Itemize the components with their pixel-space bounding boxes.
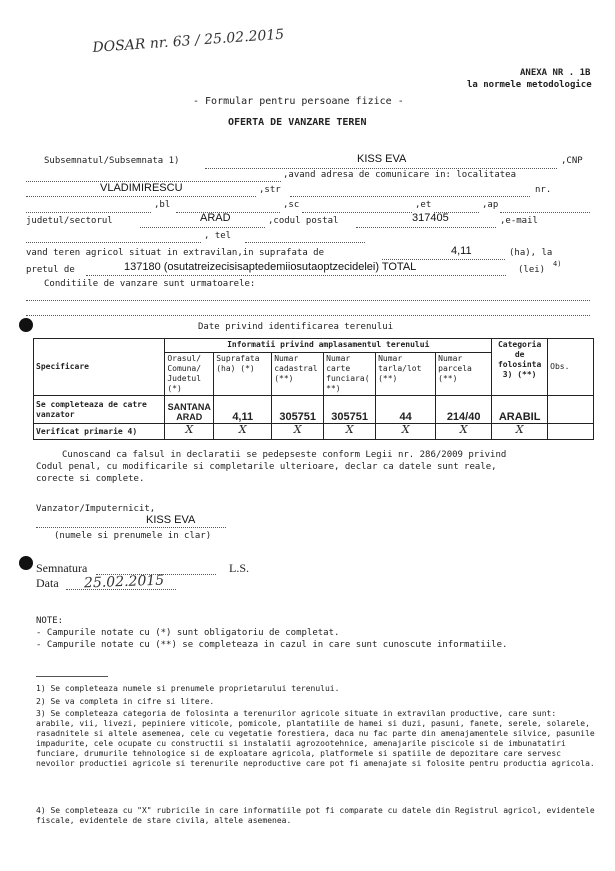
email-label: ,e-mail bbox=[500, 216, 538, 226]
nr-label: nr. bbox=[535, 185, 552, 195]
declaration-line-2: Codul penal, cu modificarile si completarile ulterioare, declar ca datele sunt reale, bbox=[36, 462, 497, 472]
ls-label: L.S. bbox=[229, 561, 250, 575]
mark-obs bbox=[548, 424, 594, 440]
row-label-verificat: Verificat primarie 4) bbox=[34, 424, 165, 440]
ap-dotted-line bbox=[500, 212, 590, 213]
table-caption: Date privind identificarea terenului bbox=[198, 322, 394, 332]
pret-dotted-line bbox=[86, 275, 506, 276]
cell-cadastral: 305751 bbox=[272, 396, 324, 424]
conditii-dotted-line-1 bbox=[26, 300, 590, 301]
note-required: - Campurile notate cu (*) sunt obligatoriu de completat. bbox=[36, 628, 340, 638]
cell-obs bbox=[548, 396, 594, 424]
punch-hole-bottom bbox=[19, 556, 33, 570]
col-header-tarla: Numar tarla/lot (**) bbox=[376, 353, 436, 396]
sc-label: ,sc bbox=[283, 200, 300, 210]
judet-value: ARAD bbox=[200, 212, 231, 224]
mark-categoria: X bbox=[492, 424, 548, 440]
notes-header: NOTE: bbox=[36, 616, 64, 626]
subsemnatul-label: Subsemnatul/Subsemnata 1) bbox=[44, 156, 180, 166]
col-header-funciara: Numar carte funciara( **) bbox=[324, 353, 376, 396]
group-header-amplasament: Informatii privind amplasamentul terenului bbox=[165, 339, 492, 353]
table-row bbox=[34, 396, 594, 424]
data-value: 25.02.2015 bbox=[83, 572, 165, 592]
lei-label: (lei) bbox=[518, 265, 546, 275]
col-header-specificare: Specificare bbox=[34, 339, 165, 396]
col-header-obs: Obs. bbox=[548, 339, 594, 396]
semnatura-label: Semnatura bbox=[36, 561, 88, 575]
col-header-categoria: Categoria de folosinta 3) (**) bbox=[492, 339, 548, 396]
cell-funciara: 305751 bbox=[324, 396, 376, 424]
conditii-label: Conditiile de vanzare sunt urmatoarele: bbox=[44, 279, 256, 289]
et-label: ,et bbox=[415, 200, 432, 210]
col-header-cadastral: Numar cadastral (**) bbox=[272, 353, 324, 396]
sc-dotted-line bbox=[302, 212, 412, 213]
adresa-label: ,avand adresa de comunicare in: localitatea bbox=[283, 170, 516, 180]
str-label: ,str bbox=[259, 185, 281, 195]
mark-parcela: X bbox=[436, 424, 492, 440]
conditii-dotted-line-2 bbox=[26, 315, 590, 316]
punch-hole-top bbox=[19, 318, 33, 332]
bl-prefix-dotted-line bbox=[26, 212, 151, 213]
suprafata-value: 4,11 bbox=[451, 245, 472, 257]
cod-postal-label: ,codul postal bbox=[268, 216, 339, 226]
str-dotted-line bbox=[290, 196, 530, 197]
vanzator-dotted-line bbox=[36, 527, 226, 528]
cell-parcela: 214/40 bbox=[436, 396, 492, 424]
mark-suprafata: X bbox=[214, 424, 272, 440]
footnote-3: 3) Se completeaza categoria de folosinta a terenurilor agricole situate in extravilan productive, care sunt: arabile, vii, livezi, pepiniere viticole, pomicole, plantatiile de hamei si duzi, pasuni, fanete, serele, solarele, rasadnitele si altele asemenea, cele cu vegetatie forestiera, daca nu fac parte din amenajamentele silvice, pasunile impadurite, cele ocupate cu constructii si instalatii agrozootehnice, amenajarile piscicole si de imbunatatiri funciare, drumurile tehnologice si de exploatare agricola, platformele si spatiile de depozitare care servesc nevoilor productiei agricole si terenurile neproductive care pot fi amenajate si folosite pentru productia agricola. bbox=[36, 709, 595, 768]
vanzator-value: KISS EVA bbox=[146, 514, 196, 526]
declaration-line-1: Cunoscand ca falsul in declaratii se pedepseste conform Legii nr. 286/2009 privind bbox=[62, 450, 507, 460]
suprafata-dotted-line bbox=[382, 259, 505, 260]
land-identification-table bbox=[33, 338, 594, 440]
cod-postal-value: 317405 bbox=[412, 212, 449, 224]
footnote-4: 4) Se completeaza cu "X" rubricile in care informatiile pot fi comparate cu datele din Registrul agricol, evidentele fiscale, evidentele de stare civila, altele asemenea. bbox=[36, 806, 595, 825]
cell-categoria: ARABIL bbox=[492, 396, 548, 424]
data-label: Data bbox=[36, 576, 59, 590]
email-dotted-line bbox=[26, 242, 201, 243]
mark-tarla: X bbox=[376, 424, 436, 440]
localitate-dotted-line bbox=[26, 196, 256, 197]
vanzator-label: Vanzator/Imputernicit, bbox=[36, 504, 156, 514]
judet-dotted-line bbox=[140, 227, 265, 228]
mark-cadastral: X bbox=[272, 424, 324, 440]
localitate-value: VLADIMIRESCU bbox=[100, 182, 183, 194]
footnote-2: 2) Se va completa in cifre si litere. bbox=[36, 697, 215, 706]
cell-tarla: 44 bbox=[376, 396, 436, 424]
dosar-handwritten-note: DOSAR nr. 63 / 25.02.2015 bbox=[92, 26, 285, 56]
footnote-1: 1) Se completeaza numele si prenumele proprietarului terenului. bbox=[36, 684, 340, 693]
mark-oras: X bbox=[165, 424, 214, 440]
table-row bbox=[34, 424, 594, 440]
vand-teren-label: vand teren agricol situat in extravilan,in suprafata de bbox=[26, 248, 325, 258]
ha-label: (ha), la bbox=[509, 248, 553, 258]
formular-subtitle: - Formular pentru persoane fizice - bbox=[193, 96, 404, 107]
subsemnatul-value: KISS EVA bbox=[357, 153, 407, 165]
pretul-label: pretul de bbox=[26, 265, 75, 275]
anexa-label: ANEXA NR . 1B bbox=[520, 68, 591, 78]
cnp-label: ,CNP bbox=[561, 156, 583, 166]
cell-oras: SANTANA ARAD bbox=[165, 396, 214, 424]
tel-dotted-line bbox=[245, 242, 365, 243]
footnote-separator bbox=[36, 676, 108, 677]
normele-label: la normele metodologice bbox=[467, 80, 592, 90]
col-header-suprafata: Suprafata (ha) (*) bbox=[214, 353, 272, 396]
ap-label: ,ap bbox=[482, 200, 499, 210]
tel-label: , tel bbox=[204, 231, 232, 241]
note-optional: - Campurile notate cu (**) se completeaza in cazul in care sunt cunoscute informatiile. bbox=[36, 640, 508, 650]
row-label-vanzator: Se completeaza de catre vanzator bbox=[34, 396, 165, 424]
col-header-oras: Orasul/ Comuna/ Judetul (*) bbox=[165, 353, 214, 396]
subsemnatul-dotted-line bbox=[205, 168, 557, 169]
numele-hint: (numele si prenumele in clar) bbox=[54, 531, 212, 541]
pret-value: 137180 (osutatreizecisisaptedemiiosutaoptzecidelei) TOTAL bbox=[124, 261, 417, 273]
judet-label: judetul/sectorul bbox=[26, 216, 113, 226]
cod-postal-dotted-line bbox=[356, 227, 496, 228]
mark-funciara: X bbox=[324, 424, 376, 440]
declaration-line-3: corecte si complete. bbox=[36, 474, 145, 484]
cell-suprafata: 4,11 bbox=[214, 396, 272, 424]
col-header-parcela: Numar parcela (**) bbox=[436, 353, 492, 396]
page-title: OFERTA DE VANZARE TEREN bbox=[228, 117, 367, 128]
lei-footnote-marker: 4) bbox=[553, 260, 562, 268]
bl-label: ,bl bbox=[154, 200, 171, 210]
